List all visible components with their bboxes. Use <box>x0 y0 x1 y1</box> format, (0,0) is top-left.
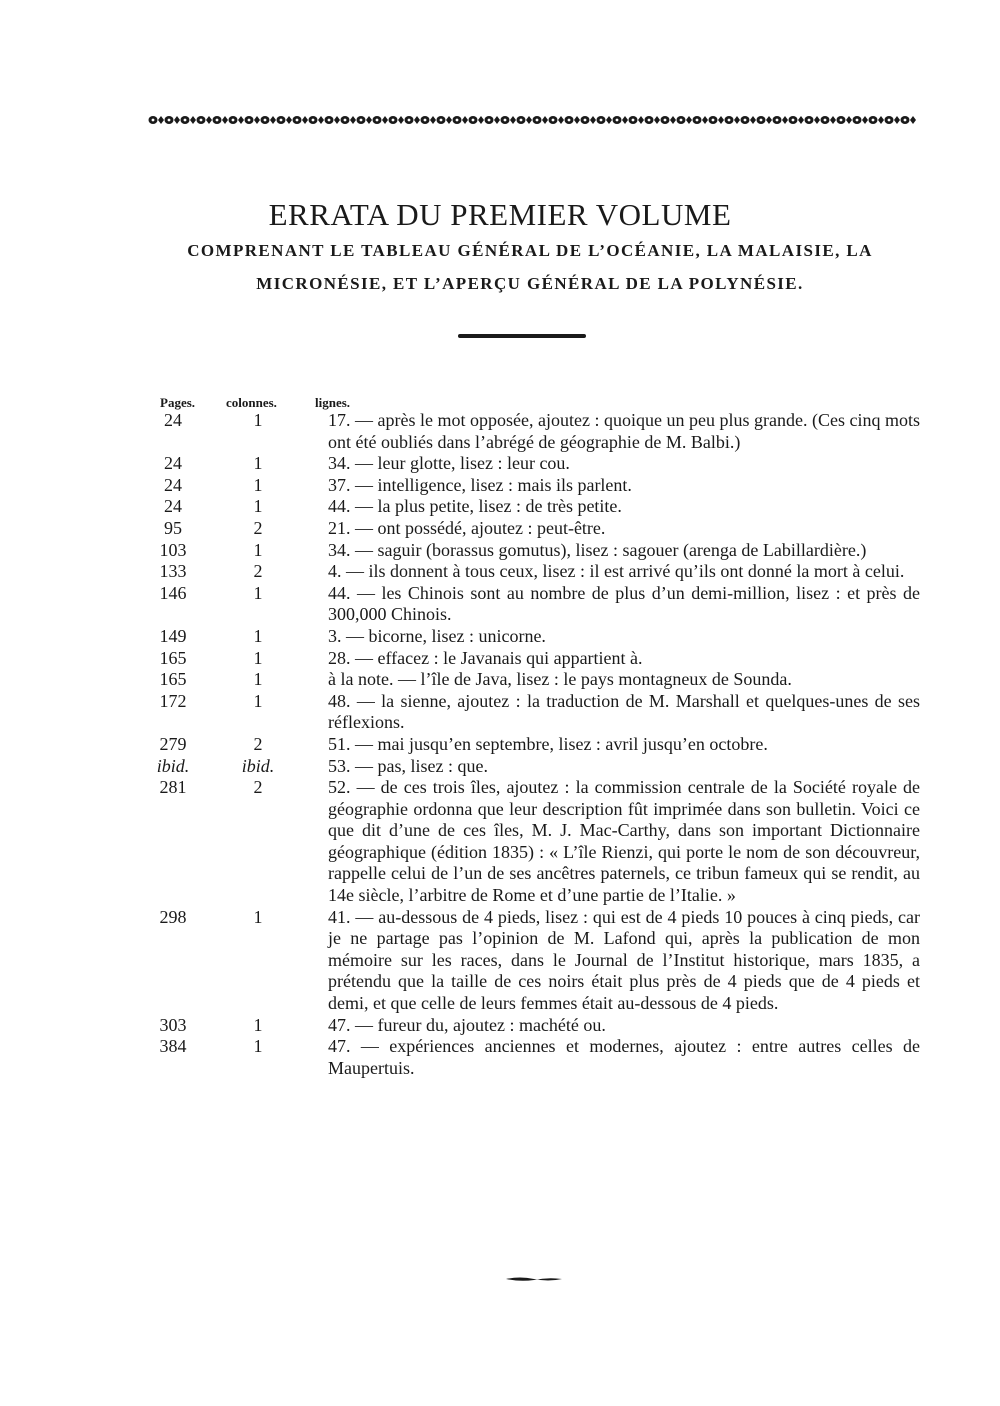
errata-entry <box>0 907 1000 1015</box>
entry-correction: 53. — pas, lisez : que. <box>328 755 488 776</box>
entry-page: 95 <box>164 517 182 538</box>
entry-column: ibid. <box>241 755 275 776</box>
errata-entry <box>0 691 1000 734</box>
entry-page: ibid. <box>156 755 190 776</box>
entry-column: 1 <box>253 1014 263 1035</box>
entry-column: 1 <box>253 474 263 495</box>
errata-entry <box>0 626 1000 648</box>
entry-page: 103 <box>159 539 187 560</box>
entry-column: 1 <box>253 582 263 603</box>
entry-column: 2 <box>253 561 263 582</box>
entry-column: 1 <box>253 496 263 517</box>
errata-entry <box>0 475 1000 497</box>
entry-column: 1 <box>253 1036 263 1057</box>
entry-correction: 44. — les Chinois sont au nombre de plus d’un demi-million, lisez : et près de 300,000 Chinois. <box>328 582 920 625</box>
entry-column: 1 <box>253 453 263 474</box>
entry-correction: 37. — intelligence, lisez : mais ils parlent. <box>328 474 632 495</box>
title-divider <box>458 334 586 338</box>
entry-page: 384 <box>159 1036 187 1057</box>
errata-entry <box>0 777 1000 907</box>
errata-entry <box>0 540 1000 562</box>
entry-page: 24 <box>164 410 182 430</box>
entry-column: 1 <box>253 625 263 646</box>
errata-entry <box>0 496 1000 518</box>
entry-correction: 47. — fureur du, ajoutez : machété ou. <box>328 1014 606 1035</box>
entry-page: 279 <box>159 733 187 754</box>
entry-correction: 17. — après le mot opposée, ajoutez : quoique un peu plus grande. (Ces cinq mots ont été oubliés dans l’abrégé de géographie de M. Balbi.) <box>328 410 920 452</box>
entry-page: 298 <box>159 906 187 927</box>
entry-correction: à la note. — l’île de Java, lisez : le pays montagneux de Sounda. <box>328 669 792 690</box>
errata-entry <box>0 1015 1000 1037</box>
errata-entry <box>0 648 1000 670</box>
entry-column: 2 <box>253 777 263 798</box>
entry-column: 1 <box>253 690 263 711</box>
entry-correction: 4. — ils donnent à tous ceux, lisez : il est arrivé qu’ils ont donné la mort à celui. <box>328 561 905 582</box>
entry-page: 303 <box>159 1014 187 1035</box>
errata-entry <box>0 410 1000 453</box>
entry-column: 1 <box>253 906 263 927</box>
entry-page: 24 <box>164 496 182 517</box>
entry-correction: 21. — ont possédé, ajoutez : peut-être. <box>328 517 606 538</box>
entry-column: 1 <box>253 647 263 668</box>
entry-page: 24 <box>164 474 182 495</box>
entry-column: 2 <box>253 517 263 538</box>
errata-entry <box>0 453 1000 475</box>
entry-correction: 51. — mai jusqu’en septembre, lisez : avril jusqu’en octobre. <box>328 733 768 754</box>
column-header-colonnes: colonnes. <box>226 395 277 410</box>
top-ornament-border <box>148 113 916 127</box>
entry-correction: 47. — expériences anciennes et modernes, ajoutez : entre autres celles de Maupertuis. <box>328 1036 920 1078</box>
bottom-ornament <box>506 1276 562 1282</box>
entry-page: 146 <box>159 582 187 603</box>
entry-correction: 52. — de ces trois îles, ajoutez : la commission centrale de la Société royale de géographie ordonna que leur description fût imprimée dans son bulletin. Voici ce que dit d’une de ces îles, M. J. Mac-Carthy, dans son important Dictionnaire géographique (édition 1835) : « L’île Rienzi, qui porte le nom de son découvreur, rappelle celui de l’un de ses ancêtres paternels, ce tribun fameux qui se rendit, au 14e siècle, l’arbitre de Rome et d’une partie de l’Italie. » <box>328 777 920 906</box>
entry-column: 1 <box>253 669 263 690</box>
entry-page: 149 <box>159 625 187 646</box>
entry-column: 1 <box>253 539 263 560</box>
entry-correction: 44. — la plus petite, lisez : de très petite. <box>328 496 622 517</box>
errata-entry <box>0 669 1000 691</box>
column-header-lignes: lignes. <box>315 395 351 410</box>
entry-page: 281 <box>159 777 187 798</box>
entry-page: 165 <box>159 647 187 668</box>
errata-entry <box>0 1036 1000 1079</box>
entry-correction: 3. — bicorne, lisez : unicorne. <box>328 625 546 646</box>
entry-column: 1 <box>253 410 263 430</box>
errata-entry <box>0 561 1000 583</box>
entry-correction: 28. — effacez : le Javanais qui appartient à. <box>328 647 643 668</box>
entry-column: 2 <box>253 733 263 754</box>
page-title: ERRATA DU PREMIER VOLUME <box>268 196 732 232</box>
entry-page: 24 <box>164 453 182 474</box>
page-subtitle: COMPRENANT LE TABLEAU GÉNÉRAL DE L’OCÉANIE, LA MALAISIE, LA MICRONÉSIE, ET L’APERÇU GÉNÉRAL DE LA POLYNÉSIE. <box>187 241 873 293</box>
errata-list <box>0 410 1000 1079</box>
entry-page: 172 <box>159 690 187 711</box>
entry-correction: 48. — la sienne, ajoutez : la traduction de M. Marshall et quelques-unes de ses réflexions. <box>328 690 920 733</box>
entry-page: 165 <box>159 669 187 690</box>
entry-correction: 34. — saguir (borassus gomutus), lisez : sagouer (arenga de Labillardière.) <box>328 539 867 560</box>
errata-entry <box>0 518 1000 540</box>
errata-entry <box>0 756 1000 778</box>
errata-entry <box>0 734 1000 756</box>
entry-correction: 34. — leur glotte, lisez : leur cou. <box>328 453 570 474</box>
column-header-pages: Pages. <box>160 395 196 410</box>
errata-entry <box>0 583 1000 626</box>
entry-correction: 41. — au-dessous de 4 pieds, lisez : qui est de 4 pieds 10 pouces à cinq pieds, car je ne partage pas l’opinion de M. Lafond qui, après la publication de mon mémoire sur les races, dans le Journal de l’Institut historique, mars 1835, a prétendu que la taille de ces noirs était plus près de 4 pieds que de 4 pieds et demi, et que celle de leurs femmes était au-dessous de 4 pieds. <box>328 906 920 1014</box>
entry-page: 133 <box>159 561 187 582</box>
